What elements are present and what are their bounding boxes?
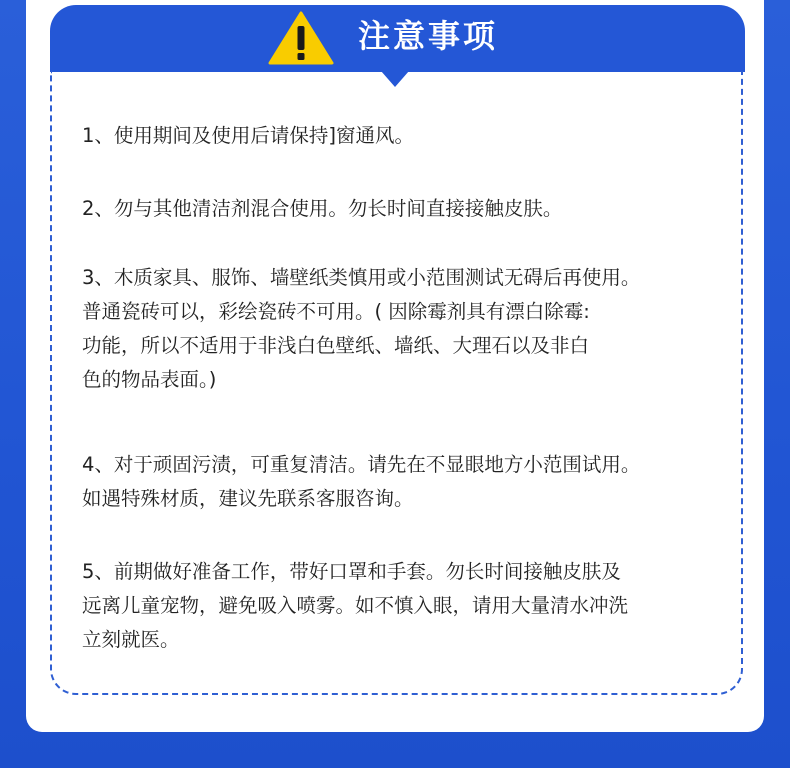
note-line: 3、木质家具、服饰、墙壁纸类慎用或小范围测试无碍后再使用。 xyxy=(82,266,641,289)
note-item-1 xyxy=(82,119,732,153)
page-title: 注意事项 xyxy=(358,17,499,55)
warning-triangle-icon xyxy=(268,11,334,65)
note-line: 4、对于顽固污渍，可重复清洁。请先在不显眼地方小范围试用。 xyxy=(82,453,641,476)
note-item-5 xyxy=(82,555,732,657)
note-line: 1、使用期间及使用后请保持]窗通风。 xyxy=(82,124,415,147)
note-line: 功能，所以不适用于非浅白色壁纸、墙纸、大理石以及非白 xyxy=(82,334,590,357)
notice-header xyxy=(50,5,745,72)
note-item-2 xyxy=(82,192,732,226)
note-line: 5、前期做好准备工作，带好口罩和手套。勿长时间接触皮肤及 xyxy=(82,560,621,583)
note-line: 立刻就医。 xyxy=(82,628,180,651)
note-item-3 xyxy=(82,261,732,397)
note-item-4 xyxy=(82,448,732,516)
note-line: 远离儿童宠物，避免吸入喷雾。如不慎入眼，请用大量清水冲洗 xyxy=(82,594,629,617)
note-line: 如遇特殊材质，建议先联系客服咨询。 xyxy=(82,487,414,510)
note-line: 普通瓷砖可以，彩绘瓷砖不可用。( 因除霉剂具有漂白除霉: xyxy=(82,300,590,323)
note-line: 色的物品表面。) xyxy=(82,368,217,391)
note-line: 2、勿与其他清洁剂混合使用。勿长时间直接接触皮肤。 xyxy=(82,197,563,220)
